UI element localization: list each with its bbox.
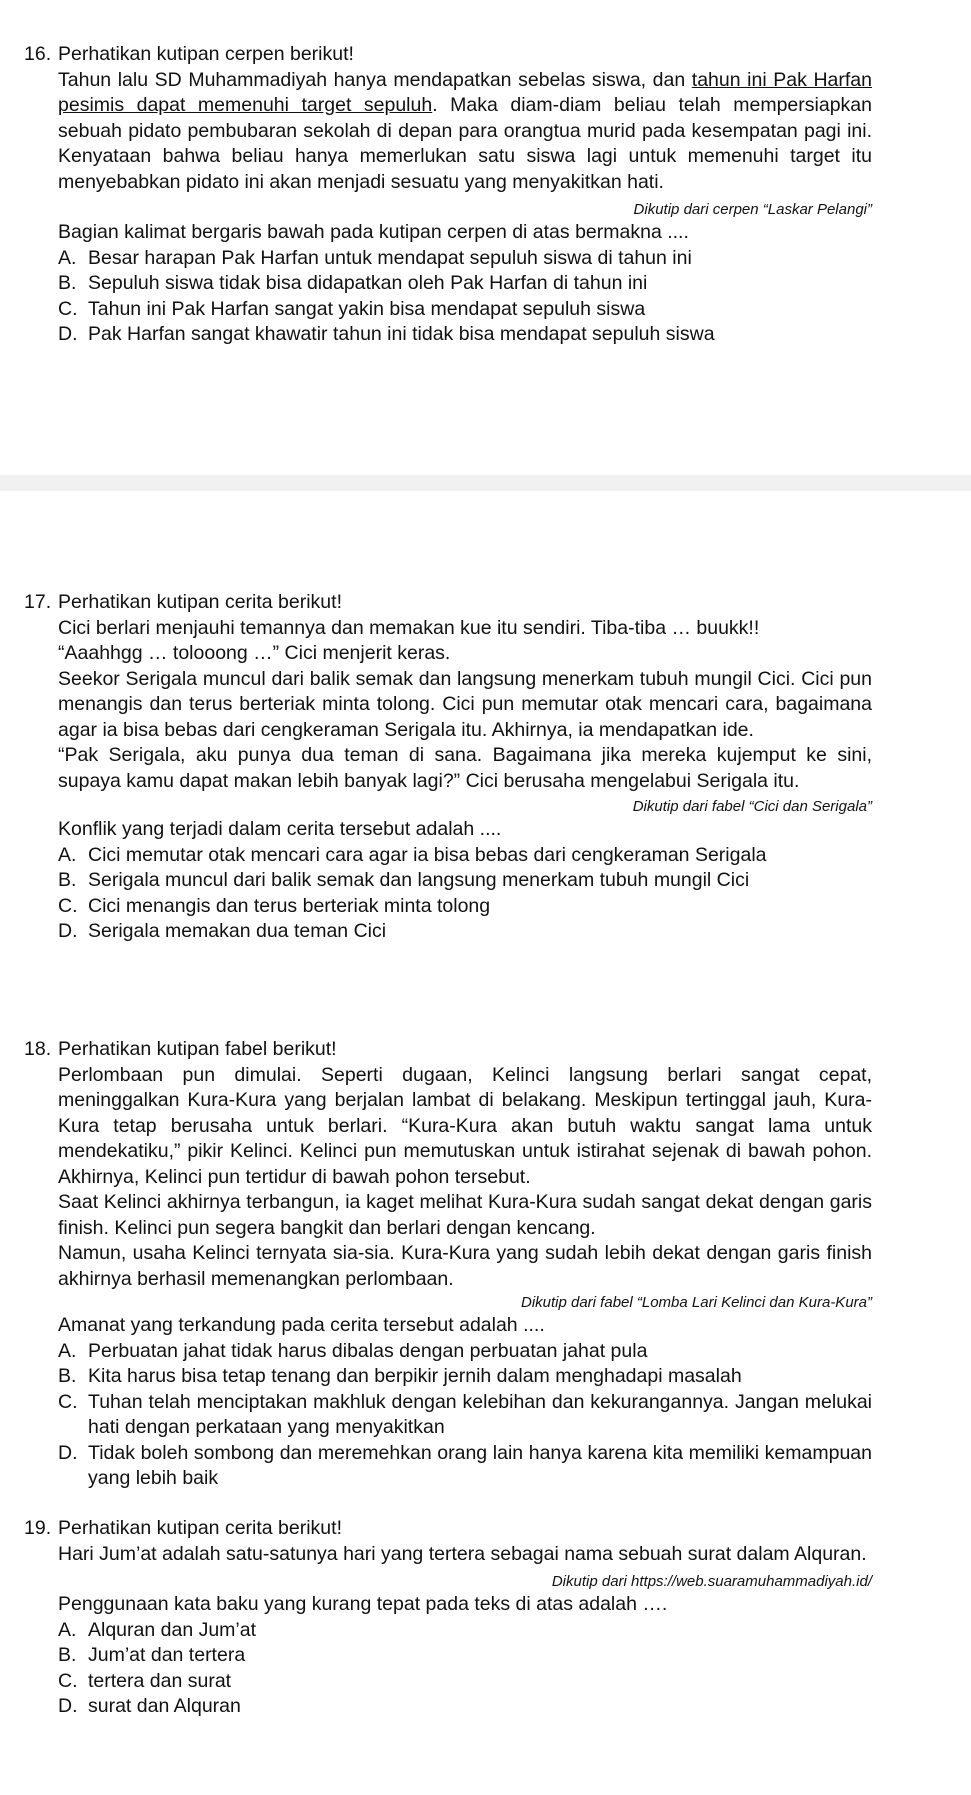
- option-text: Kita harus bisa tetap tenang dan berpikir jernih dalam menghadapi masalah: [88, 1365, 742, 1387]
- option-text: surat dan Alquran: [88, 1695, 241, 1717]
- option-letter: C.: [58, 1390, 78, 1413]
- passage: [24, 1063, 872, 1293]
- option-letter: A.: [58, 843, 77, 866]
- option-letter: B.: [58, 1365, 77, 1387]
- option-letter: B.: [58, 1644, 77, 1666]
- answer-options: [58, 1339, 872, 1492]
- question-number: 17.: [24, 591, 52, 613]
- option-c[interactable]: [58, 1669, 872, 1695]
- source-citation: Dikutip dari fabel “Cici dan Serigala”: [632, 798, 872, 815]
- passage-paragraph: Saat Kelinci akhirnya terbangun, ia kaget melihat Kura-Kura sudah sangat dekat dengan garis finish. Kelinci pun segera bangkit dan berlari dengan kencang.: [58, 1191, 872, 1239]
- passage-paragraph: Hari Jum’at adalah satu-satunya hari yang tertera sebagai nama sebuah surat dalam Alquran.: [58, 1542, 867, 1565]
- question-header: [24, 590, 872, 616]
- option-b[interactable]: [58, 868, 872, 894]
- option-b[interactable]: [58, 271, 872, 297]
- option-letter: D.: [58, 920, 78, 942]
- option-letter: B.: [58, 869, 77, 891]
- option-text: Pak Harfan sangat khawatir tahun ini tidak bisa mendapat sepuluh siswa: [88, 323, 715, 345]
- option-letter: D.: [58, 1441, 78, 1464]
- source-citation: Dikutip dari cerpen “Laskar Pelangi”: [633, 201, 872, 218]
- option-letter: C.: [58, 1669, 78, 1692]
- option-a[interactable]: [58, 246, 872, 272]
- option-text: Serigala memakan dua teman Cici: [88, 920, 387, 942]
- question-title: Perhatikan kutipan cerpen berikut!: [58, 43, 354, 65]
- question-prompt: Konflik yang terjadi dalam cerita tersebut adalah ....: [58, 818, 502, 840]
- option-c[interactable]: [58, 894, 872, 920]
- passage-paragraph: “Aaahhgg … tolooong …” Cici menjerit keras.: [58, 642, 451, 664]
- passage-paragraph: “Pak Serigala, aku punya dua teman di sana. Bagaimana jika mereka kujemput ke sini, supaya kamu dapat makan lebih banyak lagi?” Cici berusaha mengelabui Serigala itu.: [58, 744, 872, 792]
- passage-text: Tahun lalu SD Muhammadiyah hanya mendapatkan sebelas siswa, dan: [58, 68, 692, 91]
- option-text: tertera dan surat: [88, 1669, 232, 1692]
- option-letter: B.: [58, 272, 77, 294]
- passage-text: . Maka diam-diam beliau telah mempersiapkan sebuah pidato pembubaran sekolah di depan para orangtua murid pada kesempatan pagi ini. Kenyataan bahwa beliau hanya memerlukan satu siswa lagi untuk memenuhi target itu menyebabkan pidato ini akan menjadi sesuatu yang menyakitkan hati.: [58, 94, 872, 193]
- question-18: [24, 1037, 872, 1492]
- option-text: Besar harapan Pak Harfan untuk mendapat sepuluh siswa di tahun ini: [88, 246, 692, 269]
- passage-paragraph: Perlombaan pun dimulai. Seperti dugaan, Kelinci langsung berlari sangat cepat, meninggalkan Kura-Kura yang berjalan lambat di belakang. Meskipun tertinggal jauh, Kura-Kura tetap berusaha untuk berlari. “Kura-Kura akan butuh waktu sangat lama untuk mendekatiku,” pikir Kelinci. Kelinci pun memutuskan untuk istirahat sejenak di bawah pohon. Akhirnya, Kelinci pun tertidur di bawah pohon tersebut.: [58, 1063, 872, 1188]
- option-d[interactable]: [58, 1694, 872, 1720]
- option-a[interactable]: [58, 1618, 872, 1644]
- option-d[interactable]: [58, 919, 872, 945]
- passage: [24, 68, 872, 196]
- option-b[interactable]: [58, 1643, 872, 1669]
- answer-options: [58, 246, 872, 348]
- question-header: [24, 42, 872, 68]
- option-c[interactable]: [58, 1390, 872, 1441]
- question-header: [24, 1516, 872, 1542]
- source-citation: Dikutip dari fabel “Lomba Lari Kelinci dan Kura-Kura”: [520, 1294, 872, 1311]
- passage: [24, 616, 872, 795]
- option-letter: C.: [58, 297, 78, 320]
- answer-options: [58, 843, 872, 945]
- option-c[interactable]: [58, 297, 872, 323]
- option-letter: D.: [58, 1695, 78, 1717]
- option-text: Alquran dan Jum’at: [88, 1618, 257, 1641]
- question-number: 16.: [24, 43, 52, 65]
- question-16: [24, 42, 872, 348]
- option-b[interactable]: [58, 1364, 872, 1390]
- option-text: Cici menangis dan terus berteriak minta tolong: [88, 894, 491, 917]
- answer-options: [58, 1618, 872, 1720]
- option-text: Jum’at dan tertera: [88, 1644, 246, 1666]
- question-title: Perhatikan kutipan cerita berikut!: [58, 1517, 342, 1539]
- option-d[interactable]: [58, 1441, 872, 1492]
- question-title: Perhatikan kutipan fabel berikut!: [58, 1038, 337, 1060]
- question-17: [24, 590, 872, 945]
- question-19: [24, 1516, 872, 1720]
- option-text: Cici memutar otak mencari cara agar ia bisa bebas dari cengkeraman Serigala: [88, 843, 767, 866]
- option-d[interactable]: [58, 322, 872, 348]
- question-header: [24, 1037, 872, 1063]
- question-number: 18.: [24, 1038, 52, 1060]
- option-text: Sepuluh siswa tidak bisa didapatkan oleh Pak Harfan di tahun ini: [88, 272, 648, 294]
- underlined-phrase: tahun ini Pak Harfan pesimis dapat memenuhi target sepuluh: [58, 68, 872, 116]
- passage: [24, 1542, 872, 1568]
- passage-paragraph: Namun, usaha Kelinci ternyata sia-sia. Kura-Kura yang sudah lebih dekat dengan garis finish akhirnya berhasil memenangkan perlombaan.: [58, 1242, 872, 1290]
- option-letter: C.: [58, 894, 78, 917]
- passage-paragraph: [58, 68, 872, 196]
- option-letter: A.: [58, 1618, 77, 1641]
- question-title: Perhatikan kutipan cerita berikut!: [58, 591, 342, 613]
- passage-paragraph: Seekor Serigala muncul dari balik semak dan langsung menerkam tubuh mungil Cici. Cici pun menangis dan terus berteriak minta tolong. Cici pun memutar otak mencari cara, bagaimana agar ia bisa bebas dari cengkeraman Serigala itu. Akhirnya, ia mendapatkan ide.: [58, 667, 872, 741]
- question-prompt: Bagian kalimat bergaris bawah pada kutipan cerpen di atas bermakna ....: [58, 221, 689, 243]
- option-a[interactable]: [58, 1339, 872, 1365]
- question-prompt: Penggunaan kata baku yang kurang tepat pada teks di atas adalah ….: [58, 1593, 668, 1615]
- option-a[interactable]: [58, 843, 872, 869]
- option-letter: D.: [58, 323, 78, 345]
- question-number: 19.: [24, 1517, 52, 1539]
- option-letter: A.: [58, 1339, 77, 1362]
- option-letter: A.: [58, 246, 77, 269]
- option-text: Tahun ini Pak Harfan sangat yakin bisa mendapat sepuluh siswa: [88, 297, 646, 320]
- option-text: Perbuatan jahat tidak harus dibalas dengan perbuatan jahat pula: [88, 1339, 648, 1362]
- passage-paragraph: Cici berlari menjauhi temannya dan memakan kue itu sendiri. Tiba-tiba … buukk!!: [58, 616, 760, 639]
- page-divider: [0, 475, 971, 491]
- question-prompt: Amanat yang terkandung pada cerita tersebut adalah ....: [58, 1314, 545, 1336]
- option-text: Serigala muncul dari balik semak dan langsung menerkam tubuh mungil Cici: [88, 869, 750, 891]
- source-citation: Dikutip dari https://web.suaramuhammadiyah.id/: [551, 1573, 872, 1590]
- option-text: Tuhan telah menciptakan makhluk dengan kelebihan dan kekurangannya. Jangan melukai hati dengan perkataan yang menyakitkan: [88, 1390, 872, 1438]
- option-text: Tidak boleh sombong dan meremehkan orang lain hanya karena kita memiliki kemampuan yang lebih baik: [88, 1441, 872, 1489]
